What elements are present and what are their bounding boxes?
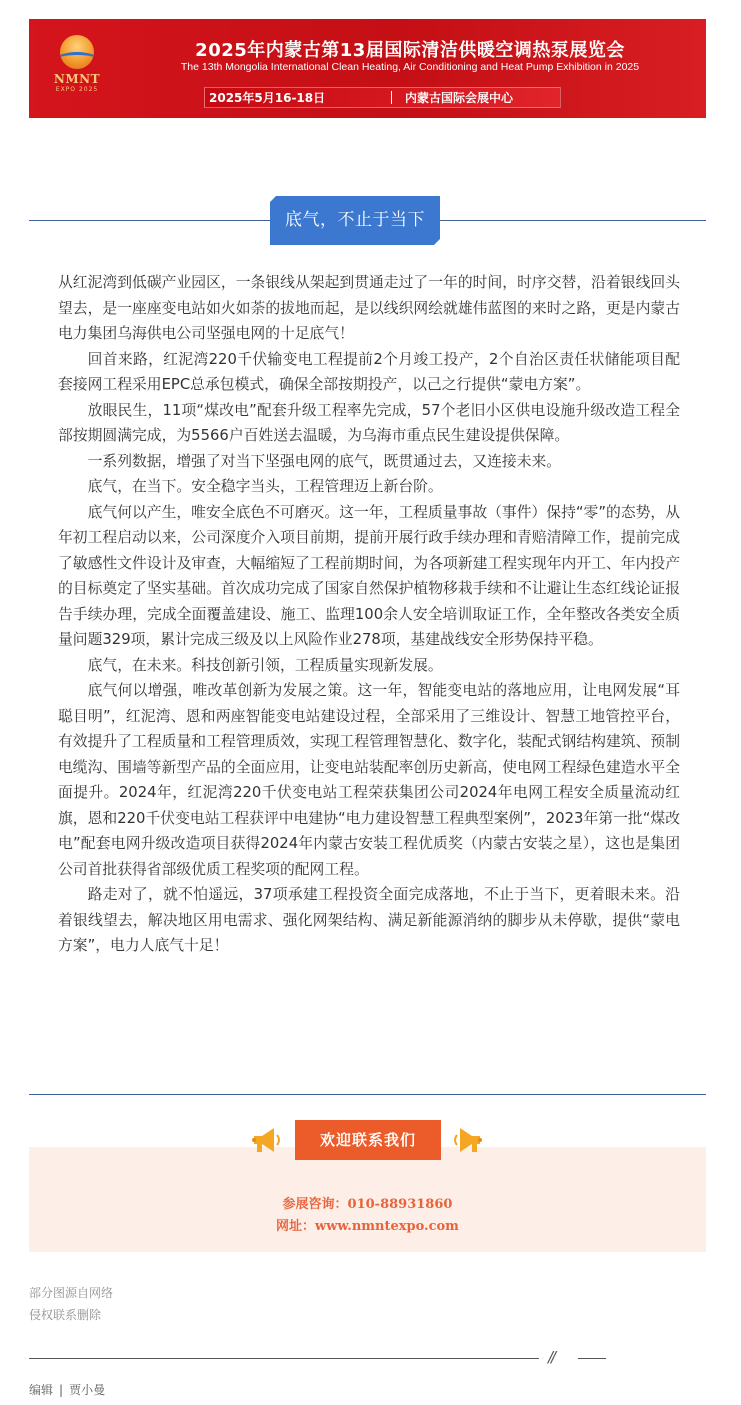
article-paragraph: 放眼民生，11项“煤改电”配套升级工程率先完成，57个老旧小区供电设施升级改造工程全部按期圆满完成，为5566户百姓送去温暖，为乌海市重点民生建设提供保障。 xyxy=(58,401,680,444)
heading-rule-left xyxy=(29,220,270,221)
article-paragraph: 回首来路，红泥湾220千伏输变电工程提前2个月竣工投产，2个自治区责任状储能项目配套接网工程采用EPC总承包模式，确保全部按期投产，以己之行提供“蒙电方案”。 xyxy=(58,350,680,393)
exhibition-banner[interactable] xyxy=(29,19,706,118)
editor-name: 贾小曼 xyxy=(69,1383,106,1397)
heading-rule-right xyxy=(440,220,706,221)
contact-website[interactable]: 网址：www.nmntexpo.com xyxy=(276,1219,459,1234)
expo-logo xyxy=(47,35,107,107)
banner-title-en: The 13th Mongolia International Clean Heating, Air Conditioning and Heat Pump Exhibition in 2025 xyxy=(180,61,640,73)
article-paragraph: 路走对了，就不怕遥远，37项承建工程投资全面完成落地，不止于当下，更着眼未来。沿着银线望去，解决地区用电需求、强化网架结构、满足新能源消纳的脚步从未停歇，提供“蒙电方案”，电力人底气十足！ xyxy=(58,886,680,954)
banner-info-divider xyxy=(391,91,392,104)
footer-rule-right xyxy=(578,1358,606,1359)
megaphone-icon xyxy=(452,1123,486,1157)
banner-title-cn: 2025年内蒙古第13届国际清洁供暖空调热泵展览会 xyxy=(195,40,625,61)
banner-date: 2025年5月16-18日 xyxy=(209,91,326,105)
article-divider xyxy=(29,1094,706,1095)
logo-text: NMNT xyxy=(53,72,101,86)
copyright-note: 侵权联系删除 xyxy=(29,1308,102,1322)
article-paragraph: 底气何以增强，唯改革创新为发展之策。这一年，智能变电站的落地应用，让电网发展“耳聪目明”，红泥湾、恩和两座智能变电站建设过程，全部采用了三维设计、智慧工地管控平台，有效提升了工程质量和工程管理质效，实现工程管理智慧化、数字化，装配式钢结构建筑、预制电缆沟、围墙等新型产品的全面应用，让变电站装配率创历史新高，使电网工程绿色建造水平全面提升。2024年，红泥湾220千伏变电站工程荣获集团公司2024年电网工程安全质量流动红旗，恩和220千伏变电站工程获评中电建协“电力建设智慧工程典型案例”，2023年第一批“煤改电”配套电网升级改造项目获得2024年内蒙古安装工程优质奖（内蒙古安装之星），这也是集团公司首批获得省部级优质工程奖项的配网工程。 xyxy=(58,682,680,878)
footer-slash: // xyxy=(548,1348,555,1366)
footer-rule-left xyxy=(29,1358,539,1359)
article-paragraph: 底气，在未来。科技创新引领，工程质量实现新发展。 xyxy=(87,656,443,674)
contact-phone[interactable]: 参展咨询：010-88931860 xyxy=(282,1197,453,1212)
article-paragraph: 底气何以产生，唯安全底色不可磨灭。这一年，工程质量事故（事件）保持“零”的态势，从年初工程启动以来，公司深度介入项目前期，提前开展行政手续办理和青赔清障工作，提前完成了敏感性文件设计及审查，大幅缩短了工程前期时间，为各项新建工程实现年内开工、年内投产的目标奠定了坚实基础。首次成功完成了国家自然保护植物移栽手续和不让避让生态红线论证报告手续办理，完成全面覆盖建设、施工、监理100余人安全培训取证工作，全年整改各类安全质量问题329项，累计完成三级及以上风险作业278项，基建战线安全形势保持平稳。 xyxy=(58,503,681,648)
image-source-note: 部分图源自网络 xyxy=(29,1286,114,1300)
article-body xyxy=(58,270,680,959)
megaphone-icon xyxy=(248,1123,282,1157)
logo-subtext: EXPO 2025 xyxy=(55,86,99,93)
article-paragraph: 从红泥湾到低碳产业园区，一条银线从架起到贯通走过了一年的时间，时序交替，沿着银线回头望去，是一座座变电站如火如荼的拔地而起，是以线织网绘就雄伟蓝图的来时之路，更是内蒙古电力集团乌海供电公司坚强电网的十足底气！ xyxy=(58,274,680,342)
banner-info-bar xyxy=(204,87,561,108)
section-heading: 底气，不止于当下 xyxy=(270,196,440,245)
logo-sun-icon xyxy=(60,35,94,69)
banner-venue: 内蒙古国际会展中心 xyxy=(405,91,514,105)
article-paragraph: 底气，在当下。安全稳字当头，工程管理迈上新台阶。 xyxy=(87,478,443,495)
contact-title: 欢迎联系我们 xyxy=(295,1120,441,1160)
editor-credit xyxy=(29,1381,105,1398)
editor-label: 编辑 xyxy=(29,1383,54,1397)
article-paragraph: 一系列数据，增强了对当下坚强电网的底气，既贯通过去，又连接未来。 xyxy=(87,452,562,470)
editor-separator: | xyxy=(59,1383,64,1397)
